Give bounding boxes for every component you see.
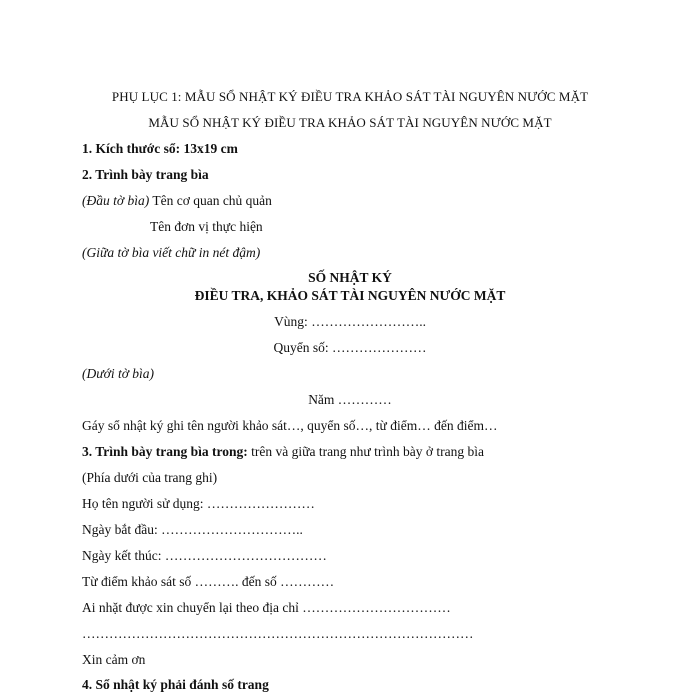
form-title: MẪU SỔ NHẬT KÝ ĐIỀU TRA KHẢO SÁT TÀI NGUYÊN NƯỚC MẶT [148,115,552,130]
start-date-line: Ngày bắt đầu: ………………………….. [82,522,303,537]
appendix-title: PHỤ LỤC 1: MẪU SỔ NHẬT KÝ ĐIỀU TRA KHẢO SÁT TÀI NGUYÊN NƯỚC MẶT [111,89,589,104]
section-3-heading-line [82,444,484,460]
finder-line: Ai nhặt được xin chuyển lại theo địa chỉ …………………………… [82,600,451,615]
section-3-heading-rest: trên và giữa trang như trình bày ở trang bìa [247,444,484,459]
section-2-heading: 2. Trình bày trang bìa [82,167,209,182]
cover-top-line [82,193,272,209]
user-name-line: Họ tên người sử dụng: …………………… [82,496,315,511]
cover-title-1: SỐ NHẬT KÝ [308,270,392,285]
thanks-line: Xin cảm ơn [82,652,146,667]
region-line: Vùng: …………………….. [274,314,426,329]
volume-line: Quyển số: ………………… [273,340,427,355]
bottom-cover-label: (Dưới tờ bìa) [82,366,155,381]
section-1-heading: 1. Kích thước sổ: 13x19 cm [82,141,238,156]
spine-line: Gáy sổ nhật ký ghi tên người khảo sát…, quyển số…, từ điểm… đến điểm… [82,418,498,433]
end-date-line: Ngày kết thúc: ……………………………… [82,548,327,563]
section-4-heading: 4. Sổ nhật ký phải đánh số trang [82,677,269,692]
dotted-line: …………………………………………………………………………… [82,626,474,641]
agency-line: Tên cơ quan chủ quản [149,193,272,208]
year-line: Năm ………… [308,392,392,407]
cover-title-2: ĐIỀU TRA, KHẢO SÁT TÀI NGUYÊN NƯỚC MẶT [194,288,506,303]
inner-bottom-note: (Phía dưới của trang ghi) [82,470,218,485]
top-cover-label: (Đầu tờ bìa) [82,193,150,208]
middle-cover-note: (Giữa tờ bìa viết chữ in nét đậm) [82,245,261,260]
unit-line: Tên đơn vị thực hiện [150,219,263,234]
survey-points-line: Từ điểm khảo sát số ………. đến số ………… [82,574,335,589]
section-3-heading: 3. Trình bày trang bìa trong: [82,444,248,459]
